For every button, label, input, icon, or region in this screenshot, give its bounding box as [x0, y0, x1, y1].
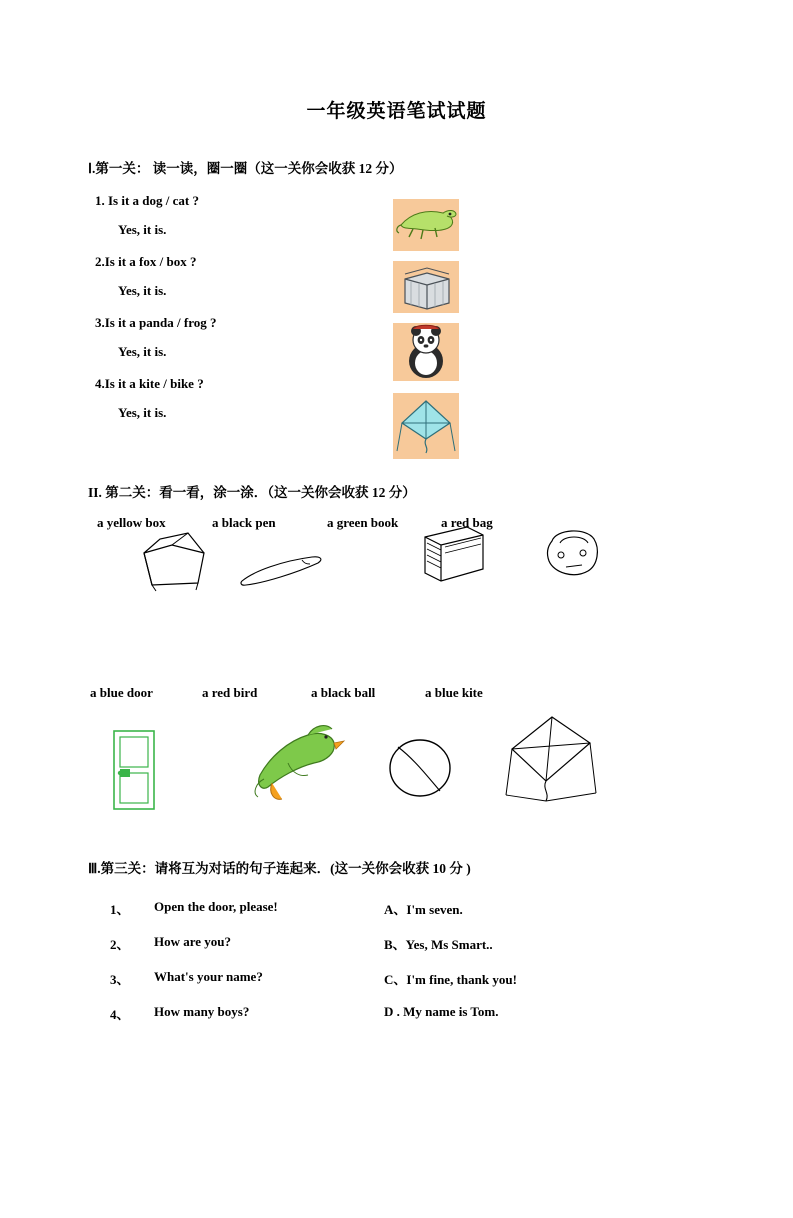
question-4: 4.Is it a kite / bike ?: [95, 376, 204, 391]
row-left-4[interactable]: How many boys?: [154, 1004, 250, 1019]
table-row: [110, 996, 604, 1031]
kite-image: [393, 393, 459, 459]
row-left-1[interactable]: Open the door, please!: [154, 899, 278, 914]
row-right-3[interactable]: C、I'm fine, thank you!: [384, 972, 517, 987]
box-image: [393, 261, 459, 313]
row-right-2[interactable]: B、Yes, Ms Smart..: [384, 937, 493, 952]
question-2: 2.Is it a fox / box ?: [95, 254, 197, 269]
row-number-2: 2、: [110, 937, 130, 952]
section-1-heading: Ⅰ.第一关： 读一读，圈一圈（这一关你会收获 12 分）: [88, 161, 403, 176]
table-row: [110, 891, 604, 926]
label-a-black-pen: a black pen: [212, 515, 276, 530]
book-outline-drawing: [415, 521, 491, 591]
label-a-black-ball: a black ball: [311, 685, 376, 700]
section-1-body: [0, 193, 793, 421]
row-right-1[interactable]: A、I'm seven.: [384, 902, 463, 917]
bird-drawing: [248, 717, 348, 813]
row-number-1: 1、: [110, 902, 130, 917]
section-2-row-2-drawings: [0, 713, 793, 823]
row-left-2[interactable]: How are you?: [154, 934, 232, 949]
gecko-lizard-image: [393, 199, 459, 251]
section-3-heading: Ⅲ.第三关：请将互为对话的句子连起来．(这一关你会收获 10 分 ): [88, 861, 471, 876]
door-drawing: [104, 727, 164, 813]
section-2-row-1-drawings: [0, 543, 793, 613]
answer-4: Yes, it is.: [118, 405, 167, 420]
table-row: [110, 961, 604, 996]
label-a-red-bag: a red bag: [441, 515, 493, 530]
label-a-yellow-box: a yellow box: [97, 515, 166, 530]
worksheet-page: [0, 96, 793, 1218]
row-number-4: 4、: [110, 1007, 130, 1022]
answer-1: Yes, it is.: [118, 222, 167, 237]
row-left-3[interactable]: What's your name?: [154, 969, 263, 984]
answer-2: Yes, it is.: [118, 283, 167, 298]
kite-outline-drawing: [500, 709, 604, 813]
question-1: 1. Is it a dog / cat ?: [95, 193, 199, 208]
ball-drawing: [384, 733, 456, 803]
row-number-3: 3、: [110, 972, 130, 987]
section-2-row-2-labels: [0, 685, 793, 713]
answer-3: Yes, it is.: [118, 344, 167, 359]
question-3: 3.Is it a panda / frog ?: [95, 315, 217, 330]
label-a-blue-door: a blue door: [90, 685, 153, 700]
label-a-green-book: a green book: [327, 515, 399, 530]
bag-outline-drawing: [538, 521, 608, 583]
box-outline-drawing: [128, 527, 214, 593]
pen-outline-drawing: [236, 551, 328, 591]
matching-table: [110, 891, 604, 1031]
section-2-heading: II. 第二关：看一看，涂一涂．（这一关你会收获 12 分）: [88, 485, 416, 500]
label-a-red-bird: a red bird: [202, 685, 258, 700]
row-right-4[interactable]: D . My name is Tom.: [384, 1004, 499, 1019]
panda-image: [393, 323, 459, 381]
label-a-blue-kite: a blue kite: [425, 685, 483, 700]
section-2-row-1-labels: [0, 515, 793, 543]
page-title: 一年级英语笔试试题: [306, 101, 487, 122]
table-row: [110, 926, 604, 961]
